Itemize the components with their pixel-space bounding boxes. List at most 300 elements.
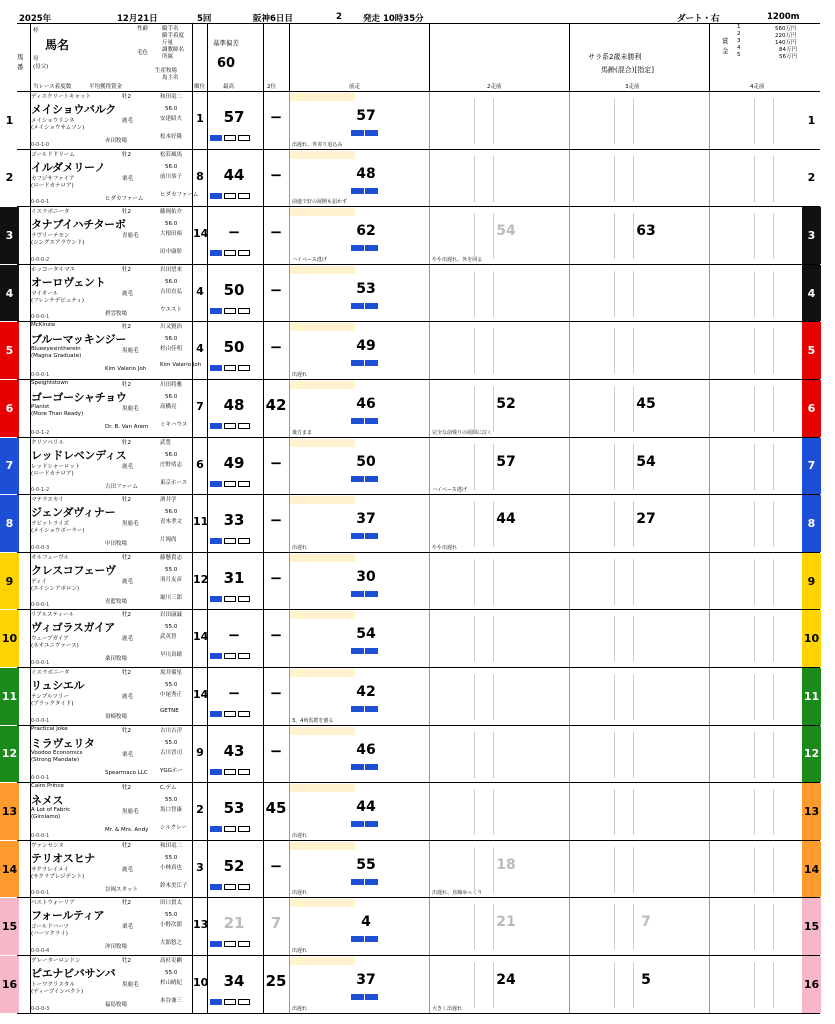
prev1-pos-badge (365, 245, 378, 251)
sire-name: Speightstown (31, 380, 69, 386)
second-index: 45 (265, 799, 287, 818)
prev-grid-4 (754, 847, 774, 893)
prev1-pace-badge (351, 879, 364, 885)
gate-number: 13 (0, 783, 19, 840)
horse-row[interactable] (5, 495, 820, 553)
second-index: − (269, 223, 283, 242)
horse-sex-age: 牡2 (122, 209, 131, 216)
rank-value: 12 (193, 572, 209, 586)
jockey-name[interactable]: 田口貫太 (160, 900, 183, 907)
gate-number: 5 (0, 322, 19, 379)
gate-number: 10 (0, 610, 19, 667)
jockey-name[interactable]: 高杉吏麒 (160, 958, 183, 964)
horse-sex-age: 牡2 (122, 382, 131, 388)
prize-rank-3: 3 (737, 38, 741, 44)
jockey-name[interactable]: 岩田望来 (160, 266, 183, 273)
horse-sex-age: 牡2 (122, 266, 131, 273)
conditions-header (17, 24, 820, 92)
broodmare-sire: (ブラックタイド) (31, 701, 74, 707)
label-prev4: 4走前 (750, 84, 765, 90)
jockey-name[interactable]: 岩田康誠 (160, 612, 183, 619)
badge-baba (224, 999, 236, 1005)
label-uma: 馬 (17, 53, 24, 61)
second-index: − (269, 280, 283, 299)
prev-grid-4 (754, 674, 774, 720)
badge-waku (238, 250, 250, 256)
career-record: 0-0-0-3 (31, 544, 50, 551)
horse-name[interactable]: クレスコフェーヴ (31, 563, 116, 577)
broodmare-sire: (ハーツクライ) (31, 931, 68, 938)
best-index: 44 (223, 165, 245, 184)
prev-grid-4 (754, 501, 774, 547)
horse-name[interactable]: タナブイハチターボ (31, 218, 126, 232)
jockey-name[interactable]: 和田竜二 (160, 94, 183, 100)
career-record: 0-0-0-1 (31, 717, 50, 724)
prev1-header-bg (290, 151, 355, 159)
horse-row[interactable] (1, 668, 820, 726)
owner-name: 堀川三郎 (160, 594, 183, 601)
coat-color: 鹿毛 (122, 118, 134, 124)
badge-waku (238, 538, 250, 544)
badge-baba (224, 365, 236, 371)
prev-grid-4 (754, 386, 774, 432)
second-index: − (269, 511, 283, 530)
jockey-name[interactable]: 川又賢治 (160, 324, 183, 331)
label-avg: 平均獲得賞金 (89, 84, 123, 90)
broodmare-sire: (シングスアラウンド) (31, 240, 85, 247)
prev-grid-4 (754, 732, 774, 778)
carried-weight: 56.0 (165, 509, 178, 516)
horse-name[interactable]: テリオスヒナ (31, 851, 95, 865)
prev-grid-2 (474, 328, 494, 374)
prev1-comment: 3、4角馬群を割る (292, 717, 334, 724)
rank-value: 14 (193, 688, 209, 701)
owner-name: ミキハウス (160, 422, 188, 428)
sire-name: ホッコータルマエ (31, 266, 76, 273)
jockey-name[interactable]: 川田将雅 (160, 382, 183, 388)
badge-kyori (210, 769, 222, 775)
trainer-name: 羽月友彦 (160, 576, 183, 583)
owner-name: GETNE (160, 708, 179, 714)
broodmare-sire: (メイショウボーラー) (31, 528, 85, 535)
horse-name[interactable]: ブルーマッキンジー (31, 333, 127, 347)
sire-name: オルフェーヴル (31, 554, 70, 561)
career-record: 0-0-0-1 (31, 659, 50, 666)
prev1-index: 37 (356, 511, 376, 528)
prev-grid-2 (474, 962, 494, 1008)
career-record: 0-0-0-1 (31, 199, 50, 206)
prev2-index: 44 (496, 511, 516, 528)
kijun-value: 60 (217, 56, 236, 71)
label-breeder: 生産牧場 (155, 68, 178, 74)
badge-waku (238, 481, 250, 487)
owner-name: 片岡尚 (160, 537, 177, 544)
gate-number: 14 (0, 841, 19, 898)
prev1-comment: 出遅れ (292, 832, 308, 839)
badge-kyori (210, 308, 222, 314)
prev1-index: 57 (356, 108, 376, 124)
badge-kyori (210, 423, 222, 429)
breeder: Dr. B. Van Arem (105, 424, 149, 430)
carried-weight: 55.0 (165, 566, 178, 573)
gate-number-right: 16 (802, 956, 821, 1013)
jockey-name[interactable]: C.デム (160, 785, 177, 792)
prev1-pace-badge (351, 936, 364, 942)
horse-row[interactable] (1, 898, 820, 956)
label-trainer: 調教師名 (162, 47, 185, 53)
prev1-header-bg (290, 93, 355, 101)
jockey-name[interactable]: 藤岡佑介 (160, 209, 183, 216)
label-stable: 所属 (162, 54, 174, 60)
badge-baba (224, 653, 236, 659)
prev1-header-bg (290, 727, 355, 735)
prev3-index: 5 (641, 972, 651, 988)
carried-weight: 55.0 (165, 854, 178, 861)
prev-grid-4 (754, 98, 774, 144)
prev2-index: 24 (496, 972, 516, 988)
rank-value: 14 (193, 630, 209, 644)
badge-baba (224, 711, 236, 717)
prev-grid-2 (474, 559, 494, 605)
badge-baba (224, 941, 236, 947)
prev1-header-bg (290, 669, 355, 677)
prev2-comment: 出遅れ、直線ゆっくり (432, 890, 483, 897)
prev1-index: 37 (356, 972, 376, 988)
horse-name[interactable]: イルダメリーノ (31, 160, 106, 174)
coat-color: 鹿毛 (122, 636, 134, 643)
horse-name[interactable]: レッドレベンディス (31, 448, 127, 462)
horse-sex-age: 牡2 (122, 439, 131, 446)
race-year: 2025年 (19, 14, 52, 24)
race-condition: 馬齢(混合)[指定] (601, 66, 654, 74)
coat-color: 黒鹿毛 (122, 982, 139, 988)
prev2-comment: 大きく出遅れ (432, 1005, 463, 1012)
horse-row[interactable] (1, 841, 820, 899)
prev1-pace-badge (351, 360, 364, 366)
horse-row[interactable] (5, 322, 820, 380)
gate-number-right: 5 (802, 322, 821, 379)
career-record: 0-0-0-1 (31, 832, 50, 839)
gate-number: 3 (0, 207, 19, 264)
horse-name[interactable]: メイショウバルク (31, 103, 116, 116)
prev1-header-bg (290, 323, 355, 331)
prize-rank-5: 5 (737, 52, 741, 58)
prev-grid-3 (614, 789, 634, 835)
prev-grid-2 (474, 732, 494, 778)
prev1-pace-badge (351, 706, 364, 712)
prev1-pos-badge (365, 130, 378, 136)
best-index: 50 (223, 280, 245, 299)
prev1-index: 44 (356, 799, 376, 816)
badge-waku (238, 193, 250, 199)
jockey-name[interactable]: 松若風馬 (160, 151, 183, 158)
badge-baba (224, 769, 236, 775)
horse-sex-age: 牝2 (122, 554, 131, 561)
breeder: 福島牧場 (105, 1002, 128, 1008)
horse-name[interactable]: オーロヴェント (31, 275, 106, 289)
carried-weight: 56.0 (165, 336, 178, 343)
best-index: 52 (223, 856, 245, 875)
gate-number-right: 10 (802, 610, 821, 667)
second-index: − (269, 165, 283, 184)
prev1-pos-badge (365, 764, 378, 770)
second-index: − (269, 856, 283, 875)
race-surface: ダート・右 (677, 14, 720, 24)
prize-label-1: 賞 (722, 37, 729, 45)
prize-rank-4: 4 (737, 45, 741, 51)
trainer-name: 小野次郎 (160, 922, 183, 929)
horse-row[interactable] (5, 265, 820, 323)
race-number: 2 (336, 12, 342, 22)
prev1-index: 4 (361, 914, 371, 931)
gate-number-right: 1 (802, 92, 821, 149)
prev-grid-3 (614, 616, 634, 662)
owner-name: ウエスト (160, 306, 183, 313)
best-index: − (227, 626, 241, 645)
trainer-name: 青木孝文 (160, 519, 183, 526)
badge-waku (238, 884, 250, 890)
prev1-pos-badge (365, 879, 378, 885)
prev-grid-2 (474, 98, 494, 144)
breeder: Spearmaco LLC (105, 769, 148, 776)
horse-sex-age: 牝2 (122, 727, 131, 734)
best-index: 48 (223, 396, 245, 414)
horse-sex-age: 牝2 (122, 842, 131, 849)
horse-row[interactable] (5, 438, 820, 496)
dam-name: ディイ (31, 578, 48, 585)
dam-name: Planist (31, 404, 50, 410)
trainer-name: 杉山晴紀 (160, 980, 183, 986)
badge-baba (224, 826, 236, 832)
prev1-index: 46 (356, 741, 376, 758)
owner-name: 田中康彰 (160, 249, 183, 256)
prev1-header-bg (290, 381, 355, 389)
prize-1: 560万円 (775, 26, 797, 32)
trainer-name: 大根田裕 (160, 231, 183, 238)
owner-name: 鈴木美江子 (160, 882, 188, 889)
jockey-name[interactable]: 和田竜二 (160, 842, 183, 849)
badge-waku (238, 941, 250, 947)
race-date: 12月21日 (117, 14, 158, 24)
coat-color: 鹿毛 (122, 694, 134, 700)
horse-row[interactable] (1, 956, 820, 1014)
horse-name[interactable]: ジェンダヴィナー (31, 506, 116, 520)
best-index: 57 (223, 108, 245, 126)
horse-row[interactable] (5, 553, 820, 611)
prev1-header-bg (290, 439, 355, 447)
badge-baba (224, 135, 236, 141)
owner-name: 大舘悠之 (160, 940, 183, 947)
prev1-header-bg (290, 611, 355, 619)
horse-row[interactable] (1, 783, 820, 841)
owner-name: 東京ホース (160, 479, 188, 486)
horse-row[interactable] (1, 725, 820, 784)
prev1-header-bg (290, 496, 355, 504)
prev-grid-4 (754, 213, 774, 259)
badge-baba (224, 884, 236, 890)
prev-grid-3 (614, 559, 634, 605)
jockey-name[interactable]: 古川吉洋 (160, 727, 183, 734)
breeder: Mr. & Mrs. Andy (105, 827, 149, 834)
carried-weight: 55.0 (165, 970, 178, 976)
badge-kyori (210, 481, 222, 487)
horse-name[interactable]: フォールティア (31, 909, 105, 923)
horse-sex-age: 牝2 (122, 670, 131, 676)
badge-baba (224, 308, 236, 314)
prev1-pos-badge (365, 936, 378, 942)
best-index: 33 (223, 511, 245, 530)
horse-row[interactable] (5, 380, 820, 438)
coat-color: 黒鹿毛 (122, 406, 139, 412)
jockey-name[interactable]: 藤懸貴志 (160, 554, 183, 561)
prev1-comment: 出遅れ (292, 947, 308, 954)
broodmare-sire: (More Than Ready) (31, 411, 84, 417)
broodmare-sire: (ディープインパクト) (31, 989, 84, 995)
prev-grid-2 (474, 213, 494, 259)
prev-grid-4 (754, 904, 774, 950)
second-index: − (269, 568, 283, 587)
rank-value: 2 (196, 803, 204, 817)
prev-grid-3 (614, 156, 634, 202)
badge-kyori (210, 999, 222, 1005)
carried-weight: 56.0 (165, 394, 178, 400)
race-start: 発走 10時35分 (363, 14, 424, 24)
horse-row[interactable] (1, 610, 820, 668)
trainer-name: 吉田直弘 (160, 288, 183, 295)
breeder: 中田牧場 (105, 541, 128, 548)
second-index: 7 (270, 914, 282, 933)
carried-weight: 56.0 (165, 106, 178, 112)
prev1-comment: 前進で好の展開も届かず (292, 199, 348, 206)
prev1-index: 49 (356, 338, 376, 355)
coat-color: 鹿毛 (122, 866, 134, 873)
horse-name[interactable]: ヴィゴラスガイア (31, 621, 115, 635)
broodmare-sire: (エイシンアポロン) (31, 585, 80, 592)
label-rider-weight: 騎手着度 (162, 33, 185, 39)
horse-row[interactable] (5, 92, 820, 150)
jockey-name[interactable]: 坂井瑠星 (160, 670, 183, 676)
prev2-comment: やや出遅れ (432, 544, 458, 551)
prev-grid-3 (614, 962, 634, 1008)
coat-color: 栗毛 (122, 924, 134, 931)
gate-number: 4 (0, 265, 19, 322)
rank-value: 1 (196, 112, 204, 125)
prev1-comment: 出遅れ (292, 371, 308, 378)
horse-name[interactable]: ピエナビバサンバ (31, 967, 116, 980)
jockey-name[interactable]: 武豊 (160, 439, 172, 446)
carried-weight: 55.0 (165, 912, 178, 919)
broodmare-sire: (ロードカナロア) (31, 470, 74, 477)
horse-name[interactable]: ゴーゴーシャチョウ (31, 391, 127, 404)
badge-waku (238, 596, 250, 602)
gate-number-right: 12 (802, 726, 821, 783)
career-record: 0-0-0-1 (31, 890, 50, 897)
horse-row[interactable] (5, 207, 820, 265)
prev1-pos-badge (365, 418, 378, 424)
sire-name: McKinzie (31, 322, 56, 329)
race-class: サラ系2歳未勝利 (588, 53, 642, 61)
owner-name: YGGホー (160, 767, 183, 774)
career-record: 0-0-0-4 (31, 947, 50, 954)
coat-color: 鹿毛 (122, 290, 134, 297)
horse-sex-age: 牡2 (122, 497, 131, 504)
label-prev1: 前走 (349, 84, 361, 90)
prev-grid-4 (754, 156, 774, 202)
prev2-index: 21 (496, 914, 516, 931)
gate-number: 1 (0, 92, 19, 149)
badge-waku (238, 135, 250, 141)
badge-waku (238, 653, 250, 659)
best-index: − (227, 684, 241, 702)
jockey-name[interactable]: 酒井学 (160, 497, 177, 504)
sire-name: ゴールドドリーム (31, 151, 75, 158)
sire-name: イスラボニータ (31, 209, 70, 216)
trainer-name: 坂口智康 (160, 807, 183, 814)
prev1-pace-badge (351, 648, 364, 654)
prev1-comment: ハイペース逃げ (292, 256, 327, 263)
breeder: 吉田ファーム (105, 483, 138, 490)
prev3-index: 63 (636, 223, 656, 240)
horse-sex-age: 牝2 (122, 612, 131, 619)
rank-value: 4 (196, 342, 204, 356)
prev1-header-bg (290, 554, 355, 562)
second-index: − (269, 684, 283, 702)
prev1-index: 30 (356, 568, 376, 585)
sire-name: ディスクリートキャット (31, 94, 92, 100)
prev-grid-2 (474, 444, 494, 490)
horse-name[interactable]: ネメス (31, 794, 64, 808)
sire-name: Cairo Prince (31, 783, 64, 790)
breeder: 谷岡スタット (105, 886, 139, 893)
horse-row[interactable] (5, 150, 820, 208)
prev1-pos-badge (365, 188, 378, 194)
career-record: 0-0-0-1 (31, 314, 50, 321)
prev1-pace-badge (351, 764, 364, 770)
prev-grid-4 (754, 962, 774, 1008)
second-index: 25 (265, 972, 287, 990)
career-record: 0-0-0-1 (31, 775, 50, 782)
prev1-pos-badge (365, 648, 378, 654)
career-record: 0-0-0-1 (31, 371, 50, 378)
horse-name[interactable]: ミラヴェリタ (31, 736, 95, 750)
dam-name: A Lot of Fabric (31, 807, 71, 814)
dam-name: ウェーブガイア (31, 636, 69, 643)
horse-name[interactable]: リュシエル (31, 679, 85, 692)
badge-waku (238, 308, 250, 314)
prev1-index: 50 (356, 453, 376, 470)
prev-grid-3 (614, 328, 634, 374)
best-index: 21 (223, 914, 245, 933)
prev1-pos-badge (365, 591, 378, 597)
badge-kyori (210, 250, 222, 256)
sire-name: イスラボニータ (31, 670, 70, 676)
best-index: 31 (223, 568, 245, 587)
best-index: 50 (223, 338, 245, 357)
prev3-index: 27 (636, 511, 656, 528)
rank-value: 4 (196, 284, 204, 298)
prev1-header-bg (290, 842, 355, 850)
gate-number-right: 15 (802, 898, 821, 955)
prev-grid-3 (614, 98, 634, 144)
rank-value: 11 (193, 515, 209, 529)
gate-number: 2 (0, 150, 19, 207)
prev2-index: 54 (496, 223, 516, 240)
prize-4: 84万円 (779, 47, 797, 53)
dam-name: ラビットライズ (31, 521, 70, 528)
badge-kyori (210, 365, 222, 371)
label-best: 最高 (223, 84, 235, 90)
prev1-header-bg (290, 266, 355, 274)
